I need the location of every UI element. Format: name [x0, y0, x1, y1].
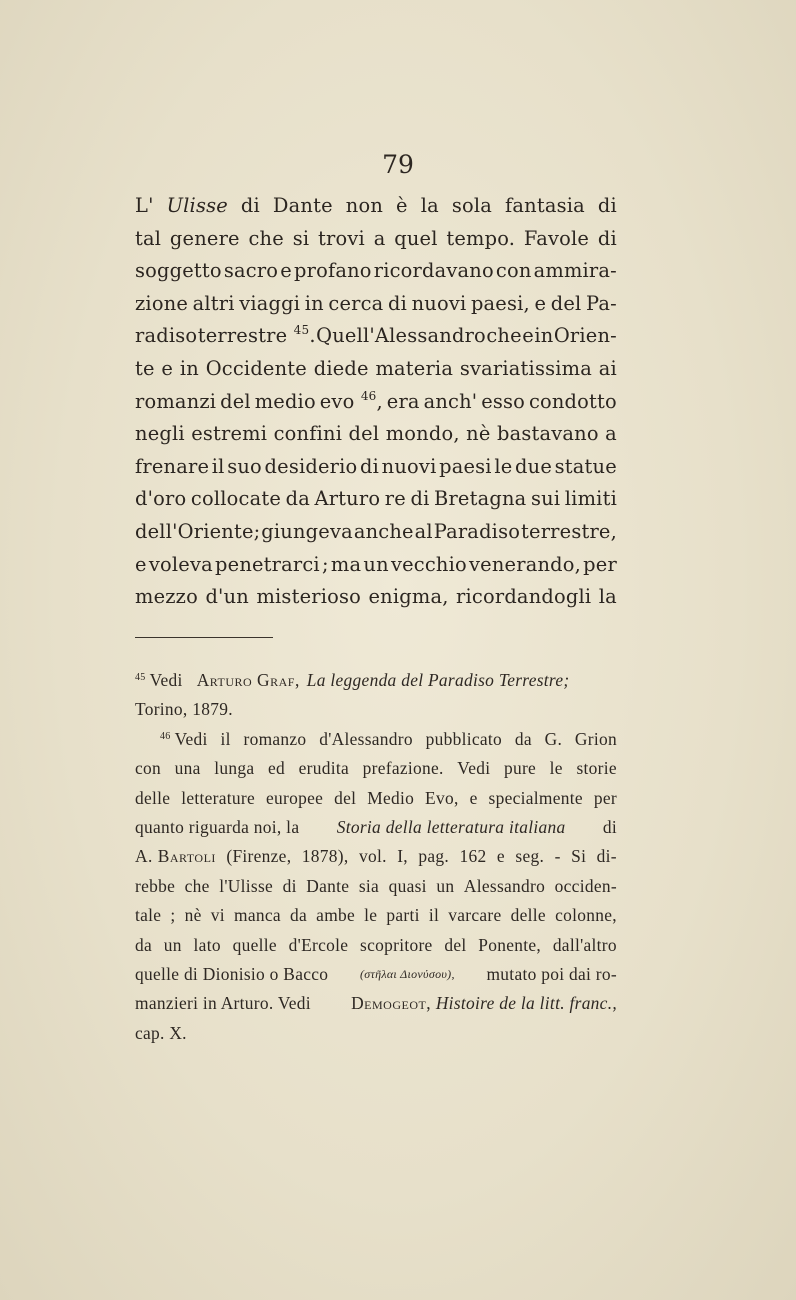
word: la — [420, 194, 439, 217]
word: cerca — [328, 291, 384, 315]
footnote-word: ; — [170, 905, 176, 926]
word: L' — [135, 194, 154, 217]
footnote-word: una — [174, 758, 201, 779]
footnote-word: quelle — [232, 934, 277, 955]
text-line — [135, 581, 617, 614]
word: diede — [313, 356, 369, 380]
word: del — [348, 422, 380, 446]
footnote-46-line — [135, 1019, 617, 1048]
footnote-word: specialmente — [488, 787, 583, 808]
footnote-word: delle — [135, 787, 171, 808]
word: dell'Oriente; — [135, 519, 261, 543]
footnote-word: pure — [503, 758, 537, 779]
footnote-45-author: Arturo Graf, — [196, 670, 300, 690]
word: bastavano — [496, 422, 599, 446]
word: in — [534, 324, 554, 348]
text-line — [135, 288, 617, 321]
word: Arturo — [314, 487, 381, 511]
word: è — [396, 194, 408, 217]
footnote-word: varcare — [448, 905, 502, 926]
footnote-reference: 45 — [293, 323, 310, 338]
word: del — [550, 291, 582, 315]
word: e — [161, 356, 174, 380]
footnote-word: I, — [397, 846, 408, 867]
word: due — [515, 454, 553, 478]
word: soggetto — [135, 259, 222, 283]
word: del — [220, 389, 251, 413]
footnote-text: manzieri in Arturo. Vedi — [135, 993, 311, 1014]
footnote-word: (Firenze, — [226, 846, 292, 867]
footnote-word: un — [436, 875, 455, 896]
footnote-word: vol. — [358, 846, 387, 867]
footnote-word: G. — [544, 728, 563, 749]
footnote-word: europee — [265, 787, 324, 808]
word: mezzo — [135, 585, 198, 609]
word: di — [360, 454, 380, 478]
word: anch' — [423, 389, 478, 413]
footnote-word: un — [163, 934, 182, 955]
word: voleva — [148, 552, 213, 576]
footnote-text: quelle di Dionisio o Bacco — [135, 963, 329, 984]
word: radiso — [135, 324, 198, 348]
word: romanzi — [135, 389, 217, 413]
footnote-word: vi — [210, 905, 225, 926]
word: Quell'Alessandro — [316, 324, 486, 348]
word: ricordandogli — [456, 585, 592, 609]
word: a — [373, 226, 386, 250]
text-line — [135, 451, 617, 484]
footnote-46-line — [135, 960, 617, 989]
footnote-word: da — [290, 905, 308, 926]
word: Favole — [523, 226, 590, 250]
footnote-word: pubblicato — [425, 728, 503, 749]
footnote-word: nè — [184, 905, 202, 926]
footnote-word: tale — [135, 905, 162, 926]
text-line — [135, 386, 617, 419]
footnotes — [135, 666, 617, 1048]
word: un — [363, 552, 389, 576]
footnote-46-line — [135, 901, 617, 930]
footnote-46-line — [135, 725, 617, 754]
word: che — [486, 324, 522, 348]
footnote-word: per — [593, 787, 617, 808]
word: con — [495, 259, 532, 283]
word: profano — [294, 259, 372, 283]
word: la — [598, 585, 617, 609]
word: di — [410, 487, 430, 511]
text-line — [135, 516, 617, 549]
footnote-word: letterature — [181, 787, 256, 808]
footnote-word: erudita — [298, 758, 350, 779]
footnote-word: Evo, — [425, 787, 459, 808]
footnote-46-line — [135, 931, 617, 960]
page-number: 79 — [382, 150, 414, 179]
footnote-word: lato — [193, 934, 221, 955]
word: nè — [466, 422, 491, 446]
word: svariatissima — [459, 356, 593, 380]
word: giungeva — [261, 519, 353, 543]
word: nuovi — [411, 291, 467, 315]
footnote-word: lunga — [214, 758, 255, 779]
word: Pa- — [585, 291, 617, 315]
footnote-word: Medio — [367, 787, 415, 808]
footnote-46-line — [135, 989, 617, 1018]
word: frenare — [135, 454, 210, 478]
word: condotto — [528, 389, 617, 413]
word: si — [292, 226, 310, 250]
footnote-word: parti — [386, 905, 420, 926]
footnote-46-line — [135, 754, 617, 783]
word: trovi — [318, 226, 365, 250]
word: non — [345, 194, 384, 217]
word: le — [494, 454, 513, 478]
footnote-greek: (στῆλαι Διονύσου), — [359, 966, 455, 981]
footnote-word: ed — [268, 758, 286, 779]
footnote-word: dall'altro — [552, 934, 617, 955]
footnote-word: il — [428, 905, 440, 926]
footnote-word: Ponente, — [478, 934, 542, 955]
text-line — [135, 549, 617, 582]
word: evo $^{46}$, — [319, 388, 383, 413]
footnote-45-line — [135, 695, 617, 724]
main-text — [135, 190, 617, 614]
word: penetrarci — [215, 552, 320, 576]
word: di — [597, 194, 617, 217]
footnote-word: d'Ercole — [288, 934, 349, 955]
word: sui — [530, 487, 561, 511]
footnote-word: rebbe — [135, 875, 176, 896]
footnote-text: di — [602, 816, 617, 837]
footnote-word: l'Ulisse — [219, 875, 274, 896]
footnote-text: cap. X. — [135, 1022, 187, 1043]
word: Occidente — [205, 356, 307, 380]
word: altri — [192, 291, 235, 315]
footnote-word: ambe — [316, 905, 356, 926]
word: materia — [375, 356, 454, 380]
footnote-45-place: Torino, 1879. — [135, 699, 233, 720]
footnote-word: di- — [596, 846, 617, 867]
footnote-word: storie — [576, 758, 617, 779]
word: che — [248, 226, 284, 250]
footnote-word: le — [549, 758, 563, 779]
word: fantasia — [505, 194, 585, 217]
word: ammira- — [533, 259, 617, 283]
text-line — [135, 190, 617, 223]
word: genere — [169, 226, 240, 250]
text-line — [135, 255, 617, 288]
word: Paradiso — [433, 519, 521, 543]
word: Bretagna — [434, 487, 527, 511]
word: te — [135, 356, 155, 380]
word: in — [179, 356, 199, 380]
footnote-author: Demogeot, — [351, 993, 432, 1014]
word: Dante — [272, 194, 333, 217]
footnote-46-marker: 46 — [160, 730, 171, 742]
word: di — [240, 194, 260, 217]
word: paesi — [439, 454, 492, 478]
word: zione — [135, 291, 189, 315]
footnote-word: le — [364, 905, 378, 926]
word: sacro — [223, 259, 279, 283]
footnote-word: Dante — [306, 875, 350, 896]
word: anche — [353, 519, 414, 543]
footnote-word: del — [334, 787, 357, 808]
footnote-45-vedi: Vedi — [149, 670, 183, 690]
word: e — [280, 259, 292, 283]
footnote-word: da — [135, 934, 153, 955]
footnote-45-marker: 45 — [135, 672, 146, 683]
word: misterioso — [256, 585, 362, 609]
word: era — [386, 389, 420, 413]
word: di — [387, 291, 407, 315]
footnote-word: delle — [510, 905, 546, 926]
word: terrestre, — [521, 519, 617, 543]
word: desiderio — [264, 454, 358, 478]
footnote-word: $^{46}$ Vedi — [160, 728, 208, 749]
footnote-word: 162 — [459, 846, 487, 867]
footnote-word: scopritore — [360, 934, 433, 955]
footnote-word: del — [444, 934, 467, 955]
word: e — [135, 552, 147, 576]
footnote-word: il — [220, 728, 231, 749]
word: ; — [322, 552, 329, 576]
text-line — [135, 353, 617, 386]
footnote-word: occiden- — [554, 875, 617, 896]
word: paesi, — [470, 291, 530, 315]
word: d'oro — [135, 487, 187, 511]
word: negli — [135, 422, 185, 446]
word: mondo, — [385, 422, 460, 446]
footnote-title: Histoire de la litt. franc., — [435, 993, 617, 1014]
footnote-title: Storia della letteratura italiana — [336, 816, 566, 837]
footnote-author: A. Bartoli — [135, 846, 216, 867]
footnote-46-line — [135, 813, 617, 842]
footnote-46-line — [135, 784, 617, 813]
footnote-word: quasi — [388, 875, 427, 896]
word: suo — [227, 454, 262, 478]
word: limiti — [564, 487, 617, 511]
word: di — [597, 226, 617, 250]
text-line — [135, 320, 617, 353]
footnote-word: e — [496, 846, 505, 867]
word: ai — [598, 356, 617, 380]
word: viaggi — [239, 291, 301, 315]
word: per — [583, 552, 617, 576]
word: d'un — [205, 585, 249, 609]
footnote-45-title: La leggenda del Paradiso Terrestre; — [306, 670, 570, 690]
footnote-text: quanto riguarda noi, la — [135, 816, 300, 837]
footnote-word: d'Alessandro — [319, 728, 413, 749]
footnote-word: Alessandro — [463, 875, 546, 896]
footnote-word: Grion — [574, 728, 617, 749]
word: tempo. — [446, 226, 516, 250]
footnote-word: Si — [571, 846, 587, 867]
word: estremi — [191, 422, 268, 446]
footnote-word: prefazione. — [362, 758, 444, 779]
word: in — [304, 291, 324, 315]
footnote-word: sia — [358, 875, 380, 896]
word: il — [211, 454, 225, 478]
footnote-word: che — [184, 875, 210, 896]
footnote-45-line — [135, 666, 617, 695]
word: Orien- — [553, 324, 617, 348]
word: e — [522, 324, 534, 348]
word: a — [605, 422, 617, 446]
word: tal — [135, 226, 162, 250]
word: quel — [394, 226, 438, 250]
footnote-word: romanzo — [243, 728, 307, 749]
word: confini — [273, 422, 343, 446]
text-line — [135, 418, 617, 451]
word: re — [384, 487, 406, 511]
word: ma — [330, 552, 362, 576]
footnote-word: pag. — [418, 846, 450, 867]
word: vecchio — [390, 552, 467, 576]
word: statue — [554, 454, 617, 478]
word: ricordavano — [373, 259, 494, 283]
footnote-text: mutato poi dai ro- — [486, 963, 617, 984]
word: terrestre $^{45}$. — [197, 323, 316, 348]
footnote-word: colonne, — [555, 905, 617, 926]
word: venerando, — [469, 552, 581, 576]
word: enigma, — [368, 585, 449, 609]
footnote-word: 1878), — [301, 846, 349, 867]
footnote-separator — [135, 637, 273, 638]
footnote-word: Vedi — [457, 758, 491, 779]
word: da — [285, 487, 310, 511]
word: nuovi — [381, 454, 437, 478]
text-line — [135, 223, 617, 256]
footnote-word: di — [282, 875, 297, 896]
word: e — [534, 291, 547, 315]
footnote-46-line — [135, 872, 617, 901]
footnote-word: manca — [234, 905, 281, 926]
footnote-word: - — [554, 846, 561, 867]
footnote-word: con — [135, 758, 162, 779]
word: medio — [254, 389, 316, 413]
text-line — [135, 483, 617, 516]
footnote-reference: 46 — [360, 388, 377, 403]
footnote-word: e — [469, 787, 478, 808]
word: esso — [481, 389, 526, 413]
word: collocate — [190, 487, 282, 511]
footnote-word: seg. — [515, 846, 545, 867]
word: Ulisse — [166, 194, 228, 217]
footnote-46-line — [135, 842, 617, 871]
word: al — [414, 519, 433, 543]
word: sola — [451, 194, 493, 217]
footnote-word: da — [514, 728, 532, 749]
